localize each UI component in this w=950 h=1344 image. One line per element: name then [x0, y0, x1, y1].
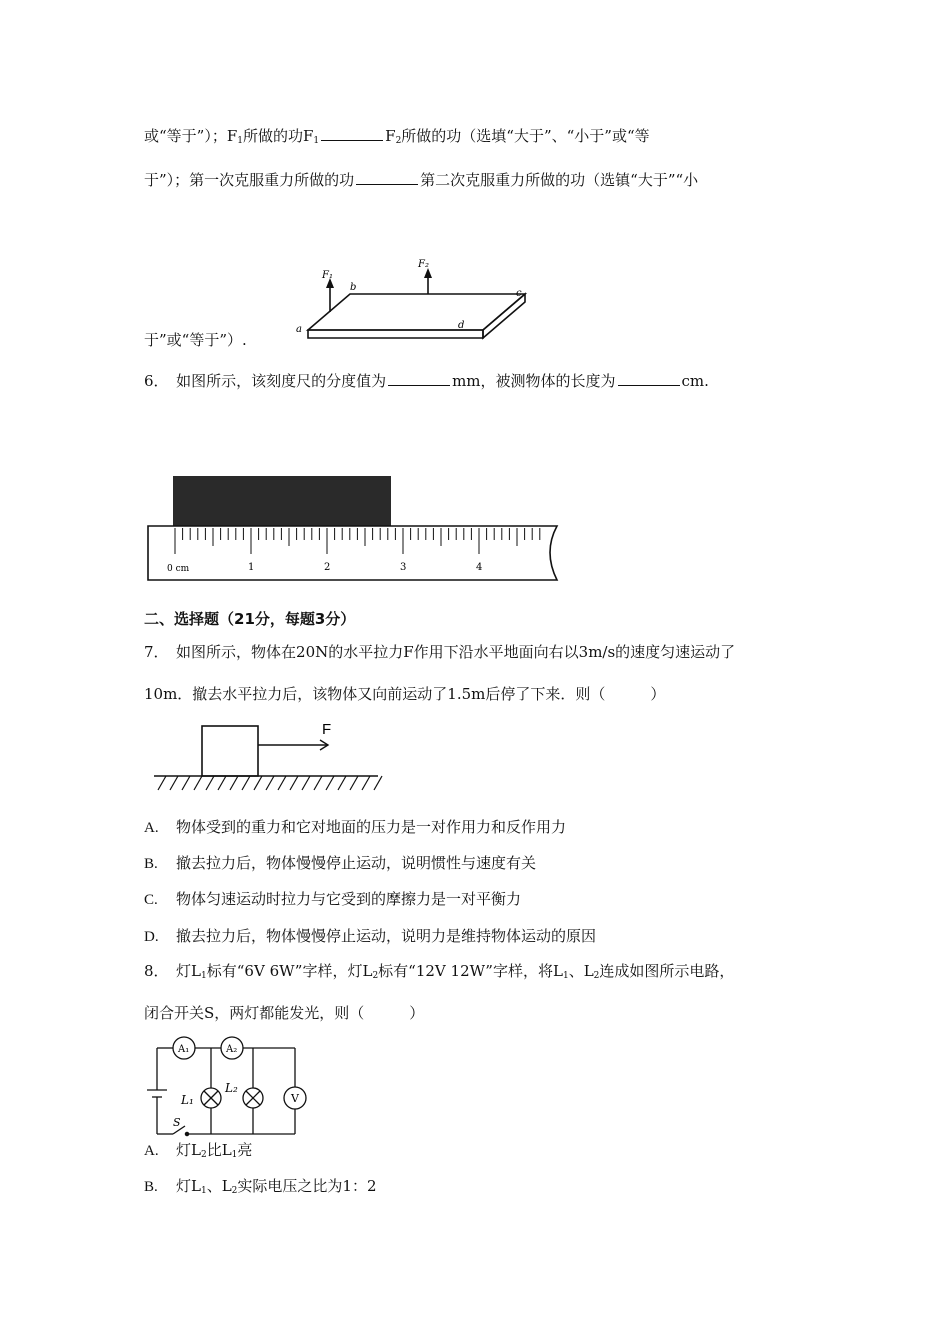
ground-hatch — [182, 776, 190, 790]
option-label: B. — [144, 1179, 158, 1195]
ground-hatch — [254, 776, 262, 790]
ruler-tick-label-4: 4 — [476, 562, 483, 573]
subscript: 1 — [237, 136, 243, 146]
option-text: 撤去拉力后，物体慢慢停止运动，说明力是维持物体运动的原因 — [176, 927, 597, 945]
option-text: 物体匀速运动时拉力与它受到的摩擦力是一对平衡力 — [176, 890, 522, 908]
option-label: D. — [144, 929, 159, 945]
lamp-l2-label: L₂ — [225, 1081, 238, 1095]
q8-option-a[interactable] — [144, 1140, 252, 1165]
subscript: 1 — [200, 1186, 207, 1196]
circuit-figure — [145, 1036, 305, 1140]
ground-hatch — [350, 776, 358, 790]
q5-text: 第二次克服重力所做的功（选镇“大于”“小 — [420, 171, 699, 189]
answer-blank[interactable] — [321, 126, 383, 141]
q6-text: 如图所示，该刻度尺的分度值为 — [176, 372, 387, 390]
answer-blank[interactable] — [388, 371, 450, 386]
ruler-tick-label-1: 1 — [248, 562, 255, 573]
point-b-label: b — [350, 282, 357, 293]
point-c-label: c — [516, 288, 522, 299]
ruler-tick-label-3: 3 — [400, 562, 407, 573]
q5-line-2 — [144, 170, 698, 190]
q8-line-2: 闭合开关S，两灯都能发光，则（ ） — [144, 1004, 425, 1022]
q5-text: 于”）；第一次克服重力所做的功 — [144, 171, 355, 189]
subscript: 1 — [201, 971, 207, 981]
section-title: 二、选择题（21分，每题3分） — [144, 610, 356, 628]
point-a-label: a — [296, 324, 302, 335]
q7-line-2: 10m．撤去水平拉力后，该物体又向前运动了1.5m后停了下来．则（ ） — [144, 685, 666, 703]
answer-blank[interactable] — [618, 371, 680, 386]
q5-line-1 — [144, 126, 650, 151]
ground-hatch — [302, 776, 310, 790]
f2-label: F₂ — [418, 259, 429, 270]
measured-object — [173, 476, 391, 526]
force-label: F — [322, 721, 332, 738]
ground-hatch — [326, 776, 334, 790]
subscript: 1 — [313, 136, 320, 146]
ground-hatch — [278, 776, 286, 790]
q6-text: mm，被测物体的长度为 — [452, 372, 616, 390]
subscript: 2 — [395, 136, 402, 146]
ruler-zero-label: 0 cm — [167, 564, 190, 574]
q8-text: 标有“12V 12W”字样，将L — [378, 962, 563, 980]
q5-line-3: 于”或“等于”）. — [144, 331, 247, 349]
ammeter-a1-label: A₁ — [178, 1044, 190, 1055]
option-text: 物体受到的重力和它对地面的压力是一对作用力和反作用力 — [176, 818, 567, 836]
switch-label: S — [173, 1116, 181, 1129]
ground-hatch — [314, 776, 322, 790]
subscript: 1 — [231, 1150, 238, 1160]
ground-hatch — [362, 776, 370, 790]
option-text: 、L — [206, 1177, 232, 1195]
answer-blank[interactable] — [356, 170, 418, 185]
voltmeter-label: V — [291, 1092, 299, 1105]
subscript: 2 — [200, 1150, 207, 1160]
q7-option-a[interactable] — [144, 817, 566, 838]
ruler-ticks — [175, 528, 540, 554]
q8-text: 8． 灯L — [144, 962, 202, 980]
subscript: 2 — [593, 971, 600, 981]
option-text: 比L — [206, 1141, 232, 1159]
q7-option-b[interactable] — [144, 853, 536, 874]
ground-hatch — [374, 776, 382, 790]
option-text: 实际电压之比为1：2 — [237, 1177, 377, 1195]
option-label: A. — [144, 1143, 159, 1159]
f1-label: F₁ — [322, 270, 333, 281]
q7-option-d[interactable] — [144, 926, 596, 947]
q7-option-c[interactable] — [144, 889, 521, 910]
q8-line-1 — [144, 961, 734, 986]
ground-hatch — [194, 776, 202, 790]
block-force-figure — [150, 718, 390, 798]
option-text: 撤去拉力后，物体慢慢停止运动，说明惯性与速度有关 — [176, 854, 537, 872]
lamp-l1-label: L₁ — [181, 1093, 194, 1107]
ground-hatch — [242, 776, 250, 790]
q8-text: 标有“6V 6W”字样，灯L — [206, 962, 373, 980]
ammeter-a2-label: A₂ — [226, 1044, 238, 1055]
ground-hatch — [230, 776, 238, 790]
ruler-tick-label-2: 2 — [324, 562, 331, 573]
q7-line-1: 7． 如图所示，物体在20N的水平拉力F作用下沿水平地面向右以3m/s的速度匀速运动了 — [144, 643, 736, 661]
ground-hatch — [206, 776, 214, 790]
ruler-figure — [145, 474, 565, 584]
subscript: 1 — [562, 971, 569, 981]
option-label: A. — [144, 820, 159, 836]
ground-hatch — [338, 776, 346, 790]
ground-hatch — [218, 776, 226, 790]
ground-hatch — [170, 776, 178, 790]
subscript: 2 — [231, 1186, 238, 1196]
option-text: 亮 — [237, 1141, 253, 1159]
q6-text: cm. — [681, 372, 709, 390]
ground-hatch — [266, 776, 274, 790]
q5-text: 所做的功（选填“大于”、“小于”或“等 — [401, 127, 650, 145]
q8-text: 连成如图所示电路， — [599, 962, 735, 980]
option-text: 灯L — [176, 1141, 201, 1159]
option-label: B. — [144, 856, 158, 872]
q5-text: 或“等于”）；F — [144, 127, 238, 145]
q8-text: 、L — [568, 962, 594, 980]
q6-line — [144, 371, 709, 391]
q6-number: 6． — [144, 372, 162, 390]
q5-text: F — [385, 127, 396, 145]
q5-text: 所做的功F — [242, 127, 314, 145]
ground-hatch — [158, 776, 166, 790]
ground-hatch — [290, 776, 298, 790]
subscript: 2 — [372, 971, 379, 981]
option-label: C. — [144, 892, 158, 908]
point-d-label: d — [458, 320, 465, 331]
option-text: 灯L — [176, 1177, 201, 1195]
q8-option-b[interactable] — [144, 1176, 377, 1201]
slab-figure — [290, 258, 540, 348]
ruler-body — [148, 526, 557, 580]
